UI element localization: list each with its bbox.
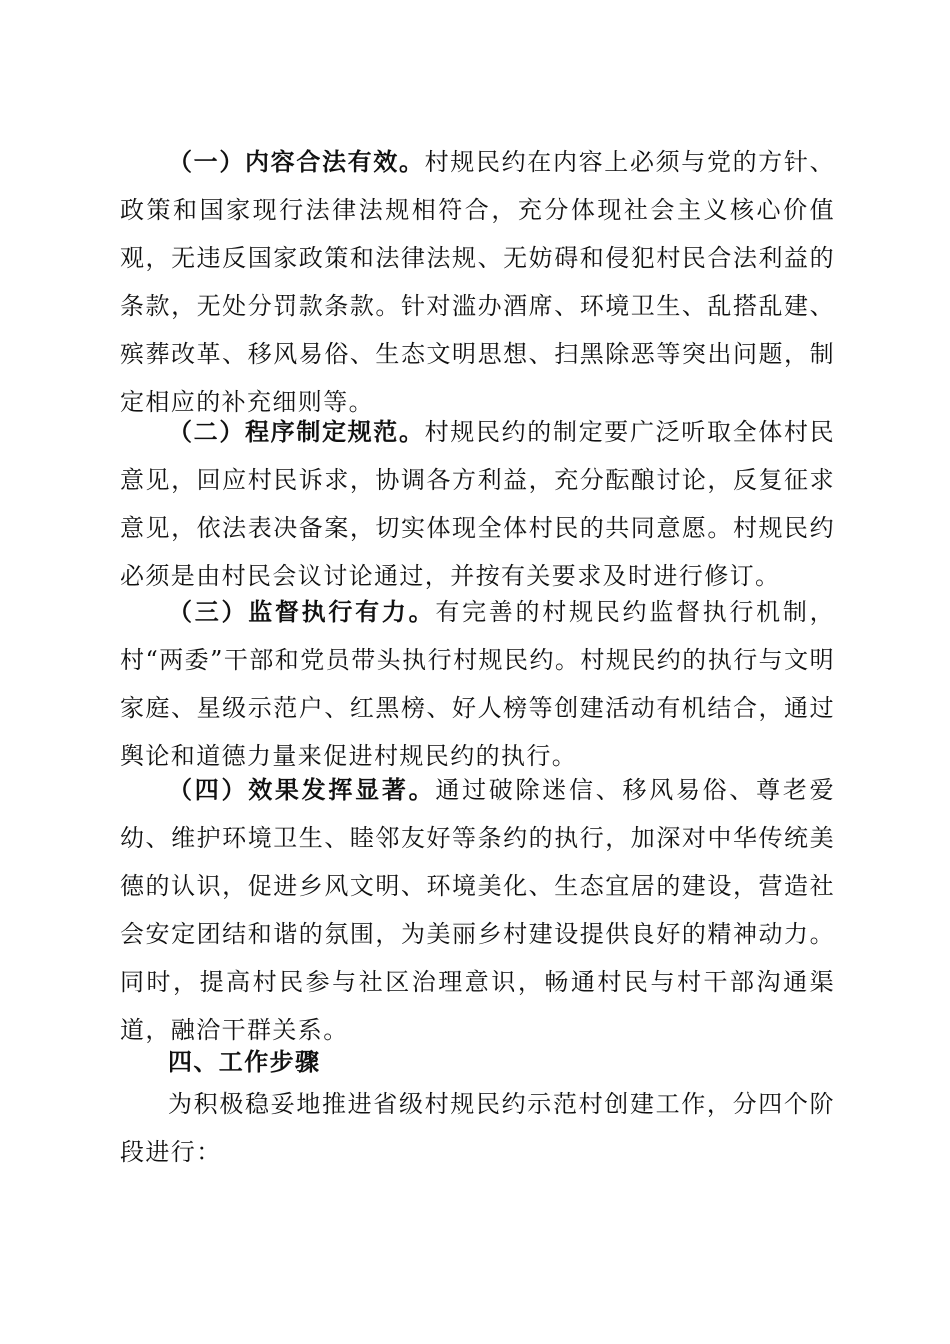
section-2-lead: （二）程序制定规范。 <box>168 417 425 446</box>
section-1-lead: （一）内容合法有效。 <box>168 147 425 176</box>
closing-paragraph: 为积极稳妥地推进省级村规民约示范村创建工作，分四个阶段进行： <box>120 1090 835 1166</box>
section-4-body: 通过破除迷信、移风易俗、尊老爱幼、维护环境卫生、睦邻友好等条约的执行，加深对中华传统美德的认识，促进乡风文明、环境美化、生态宜居的建设，营造社会安定团结和谐的氛围，为美丽乡村建设提供良好的精神动力。同时，提高村民参与社区治理意识，畅通村民与村干部沟通渠道，融洽干群关系。 <box>120 776 836 1044</box>
section-1 <box>120 138 835 426</box>
section-3 <box>120 588 835 780</box>
section-2-body: 村规民约的制定要广泛听取全体村民意见，回应村民诉求，协调各方利益，充分酝酿讨论，反复征求意见，依法表决备案，切实体现全体村民的共同意愿。村规民约必须是由村民会议讨论通过，并按有关要求及时进行修订。 <box>120 418 835 590</box>
section-4 <box>120 766 835 1054</box>
section-3-body: 有完善的村规民约监督执行机制，村“两委”干部和党员带头执行村规民约。村规民约的执行与文明家庭、星级示范户、红黑榜、好人榜等创建活动有机结合，通过舆论和道德力量来促进村规民约的执行。 <box>120 598 836 770</box>
section-4-lead: （四）效果发挥显著。 <box>168 775 436 804</box>
section-1-body: 村规民约在内容上必须与党的方针、政策和国家现行法律法规相符合，充分体现社会主义核心价值观，无违反国家政策和法律法规、无妨碍和侵犯村民合法利益的条款，无处分罚款条款。针对滥办酒席、环境卫生、乱搭乱建、殡葬改革、移风易俗、生态文明思想、扫黑除恶等突出问题，制定相应的补充细则等。 <box>120 148 835 416</box>
section-2 <box>120 408 835 600</box>
section-3-lead: （三）监督执行有力。 <box>168 597 436 626</box>
section-heading: 四、工作步骤 <box>168 1048 321 1076</box>
